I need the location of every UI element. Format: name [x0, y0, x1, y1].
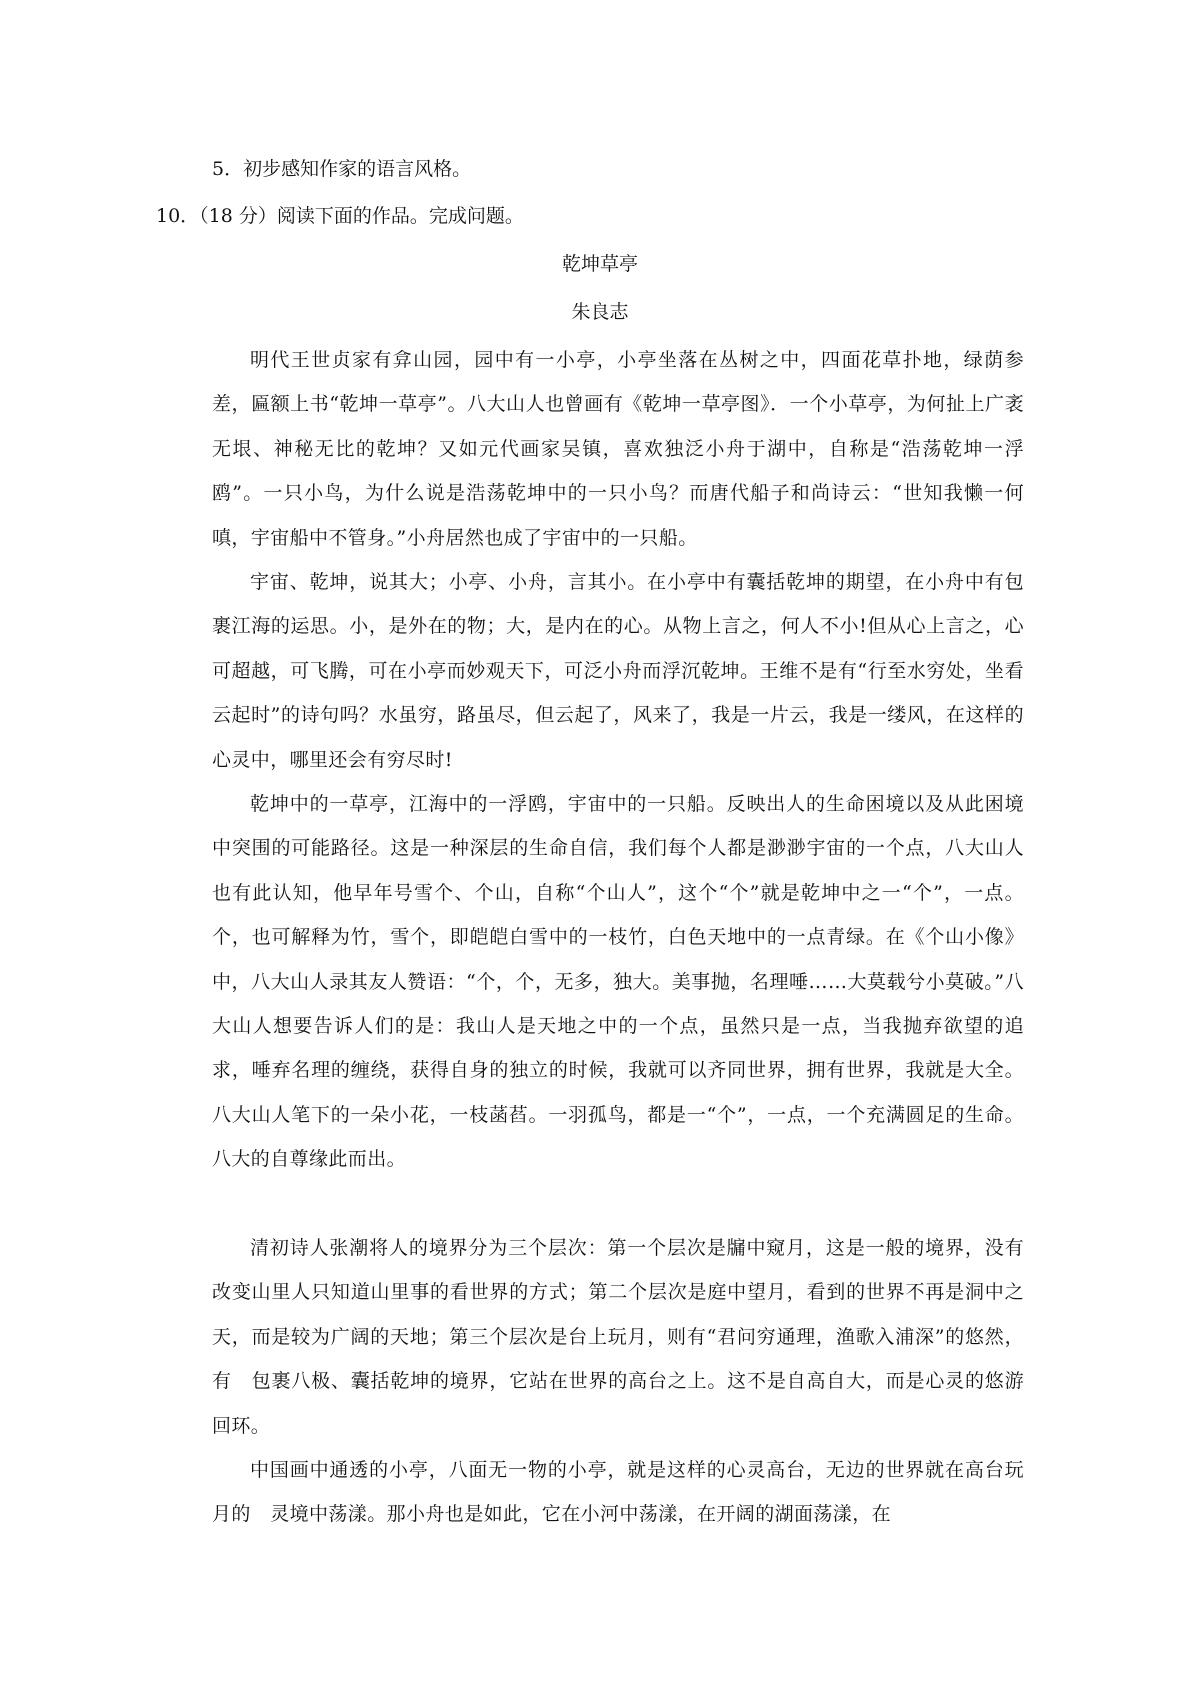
article-paragraph-5: 中国画中通透的小亭，八面无一物的小亭，就是这样的心灵高台，无边的世界就在高台玩月的 灵境中荡漾。那小舟也是如此，它在小河中荡漾，在开阔的湖面荡漾，在 — [212, 1459, 1024, 1526]
article-paragraph-3: 乾坤中的一草亭，江海中的一浮鸥，宇宙中的一只船。反映出人的生命困境以及从此困境中突围的可能路径。这是一种深层的生命自信，我们每个人都是渺渺宇宙的一个点，八大山人也有此认知，他早年号雪个、个山，自称“个山人”，这个“个”就是乾坤中之一“个”，一点。个，也可解释为竹，雪个，即皑皑白雪中的一枝竹，白色天地中的一点青绿。在《个山小像》中，八大山人录其友人赞语：“个，个，无多，独大。美事抛，名理唾……大莫载兮小莫破。”八大山人想要告诉人们的是：我山人是天地之中的一个点，虽然只是一点，当我抛弃欲望的追求，唾弃名理的缠绕，获得自身的独立的时候，我就可以齐同世界，拥有世界，我就是大全。八大山人笔下的一朵小花，一枝菡萏。一羽孤鸟，都是一“个”，一点，一个充满圆足的生命。八大的自尊缘此而出。 — [212, 793, 1024, 1171]
article-title: 乾坤草亭 — [561, 253, 638, 275]
question-10-heading: 10．（18 分）阅读下面的作品。完成问题。 — [156, 205, 524, 227]
article-paragraph-1: 明代王世贞家有弇山园，园中有一小亭，小亭坐落在丛树之中，四面花草扑地，绿荫参差，匾额上书“乾坤一草亭”。八大山人也曾画有《乾坤一草亭图》．一个小草亭，为何扯上广袤无垠、神秘无比的乾坤？又如元代画家吴镇，喜欢独泛小舟于湖中，自称是“浩荡乾坤一浮鸥”。一只小鸟，为什么说是浩荡乾坤中的一只小鸟？而唐代船子和尚诗云：“世知我懒一何嗔，宇宙船中不管身。”小舟居然也成了宇宙中的一只船。 — [212, 349, 1024, 549]
list-item-5: 5．初步感知作家的语言风格。 — [212, 158, 472, 180]
article-author: 朱良志 — [571, 301, 629, 323]
article-paragraph-2: 宇宙、乾坤，说其大；小亭、小舟，言其小。在小亭中有囊括乾坤的期望，在小舟中有包裹江海的运思。小，是外在的物；大，是内在的心。从物上言之，何人不小!但从心上言之，心可超越，可飞腾，可在小亭而妙观天下，可泛小舟而浮沉乾坤。王维不是有“行至水穷处，坐看云起时”的诗句吗？水虽穷，路虽尽，但云起了，风来了，我是一片云，我是一缕风，在这样的心灵中，哪里还会有穷尽时! — [212, 571, 1025, 771]
article-paragraph-4: 清初诗人张潮将人的境界分为三个层次：第一个层次是牖中窥月，这是一般的境界，没有改变山里人只知道山里事的看世界的方式；第二个层次是庭中望月，看到的世界不再是洞中之天，而是较为广阔的天地；第三个层次是台上玩月，则有“君问穷通理，渔歌入浦深”的悠然，有 包裹八极、囊括乾坤的境界，它站在世界的高台之上。这不是自高自大，而是心灵的悠游回环。 — [212, 1237, 1024, 1437]
